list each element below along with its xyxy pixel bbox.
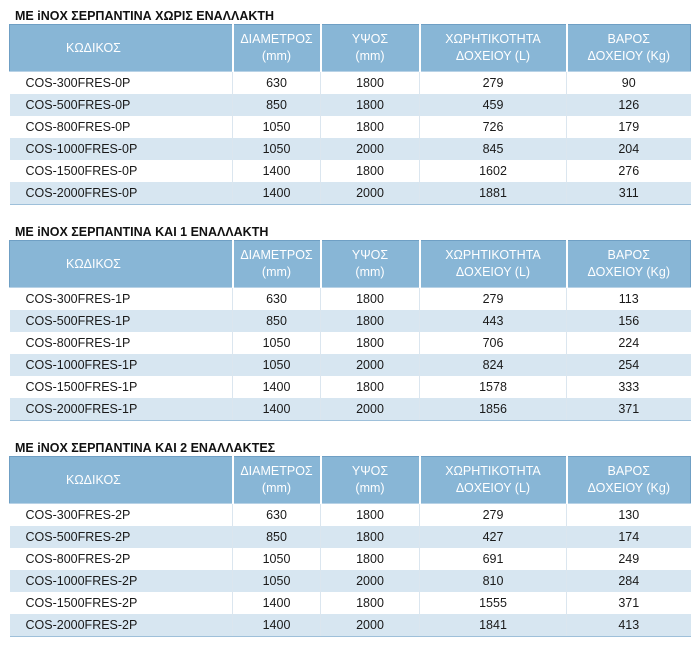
cell-capacity: 1578 <box>420 376 567 398</box>
cell-diameter: 1050 <box>233 548 321 570</box>
cell-code: COS-500FRES-0P <box>10 94 233 116</box>
cell-capacity: 1555 <box>420 592 567 614</box>
cell-weight: 179 <box>567 116 691 138</box>
cell-height: 1800 <box>321 310 420 332</box>
cell-diameter: 630 <box>233 72 321 95</box>
header-diameter: ΔΙΑΜΕΤΡΟΣ (mm) <box>233 25 321 72</box>
section-title: ΜΕ iNOX ΣΕΡΠΑΝΤΙΝΑ ΚΑΙ 1 ΕΝΑΛΛΑΚΤΗ <box>15 225 269 239</box>
cell-diameter: 1400 <box>233 160 321 182</box>
cell-capacity: 1881 <box>420 182 567 205</box>
cell-weight: 156 <box>567 310 691 332</box>
table-row <box>10 138 691 160</box>
header-code: ΚΩΔΙΚΟΣ <box>10 457 233 504</box>
header-height: ΥΨΟΣ (mm) <box>321 25 420 72</box>
spec-table <box>9 240 691 421</box>
cell-code: COS-2000FRES-1P <box>10 398 233 421</box>
cell-capacity: 279 <box>420 504 567 527</box>
cell-code: COS-300FRES-0P <box>10 72 233 95</box>
header-diameter: ΔΙΑΜΕΤΡΟΣ (mm) <box>233 241 321 288</box>
cell-capacity: 1856 <box>420 398 567 421</box>
section-no-exchanger <box>0 8 691 205</box>
cell-diameter: 630 <box>233 504 321 527</box>
cell-code: COS-1000FRES-1P <box>10 354 233 376</box>
cell-weight: 130 <box>567 504 691 527</box>
cell-weight: 90 <box>567 72 691 95</box>
cell-diameter: 850 <box>233 526 321 548</box>
cell-diameter: 1050 <box>233 570 321 592</box>
cell-capacity: 1602 <box>420 160 567 182</box>
table-row <box>10 160 691 182</box>
cell-capacity: 810 <box>420 570 567 592</box>
cell-height: 1800 <box>321 332 420 354</box>
cell-diameter: 850 <box>233 94 321 116</box>
cell-code: COS-500FRES-2P <box>10 526 233 548</box>
cell-capacity: 459 <box>420 94 567 116</box>
cell-height: 1800 <box>321 526 420 548</box>
table-row <box>10 570 691 592</box>
cell-capacity: 726 <box>420 116 567 138</box>
cell-capacity: 443 <box>420 310 567 332</box>
cell-height: 2000 <box>321 354 420 376</box>
spec-table <box>9 24 691 205</box>
cell-capacity: 706 <box>420 332 567 354</box>
cell-code: COS-1500FRES-2P <box>10 592 233 614</box>
cell-weight: 413 <box>567 614 691 637</box>
header-capacity: ΧΩΡΗΤΙΚΟΤΗΤΑ ΔΟΧΕΙΟΥ (L) <box>420 241 567 288</box>
table-row <box>10 376 691 398</box>
cell-code: COS-800FRES-1P <box>10 332 233 354</box>
cell-height: 1800 <box>321 160 420 182</box>
cell-weight: 333 <box>567 376 691 398</box>
cell-weight: 371 <box>567 592 691 614</box>
header-capacity: ΧΩΡΗΤΙΚΟΤΗΤΑ ΔΟΧΕΙΟΥ (L) <box>420 457 567 504</box>
cell-weight: 284 <box>567 570 691 592</box>
cell-height: 1800 <box>321 94 420 116</box>
cell-diameter: 630 <box>233 288 321 311</box>
header-row <box>10 457 691 504</box>
cell-height: 2000 <box>321 182 420 205</box>
cell-height: 1800 <box>321 376 420 398</box>
cell-code: COS-1500FRES-1P <box>10 376 233 398</box>
table-row <box>10 354 691 376</box>
table-row <box>10 182 691 205</box>
cell-height: 1800 <box>321 504 420 527</box>
cell-diameter: 1400 <box>233 614 321 637</box>
cell-code: COS-2000FRES-2P <box>10 614 233 637</box>
cell-capacity: 691 <box>420 548 567 570</box>
cell-height: 2000 <box>321 614 420 637</box>
table-row <box>10 398 691 421</box>
table-row <box>10 310 691 332</box>
spec-table <box>9 456 691 637</box>
cell-diameter: 1400 <box>233 592 321 614</box>
cell-diameter: 1400 <box>233 376 321 398</box>
header-weight: ΒΑΡΟΣ ΔΟΧΕΙΟΥ (Kg) <box>567 241 691 288</box>
cell-capacity: 279 <box>420 288 567 311</box>
cell-code: COS-500FRES-1P <box>10 310 233 332</box>
cell-diameter: 1050 <box>233 332 321 354</box>
cell-capacity: 1841 <box>420 614 567 637</box>
cell-code: COS-800FRES-2P <box>10 548 233 570</box>
table-row <box>10 94 691 116</box>
cell-code: COS-800FRES-0P <box>10 116 233 138</box>
cell-weight: 224 <box>567 332 691 354</box>
cell-weight: 254 <box>567 354 691 376</box>
table-row <box>10 592 691 614</box>
cell-height: 2000 <box>321 398 420 421</box>
header-weight: ΒΑΡΟΣ ΔΟΧΕΙΟΥ (Kg) <box>567 25 691 72</box>
section-title: ΜΕ iNOX ΣΕΡΠΑΝΤΙΝΑ ΧΩΡΙΣ ΕΝΑΛΛΑΚΤΗ <box>15 9 275 23</box>
cell-code: COS-1000FRES-2P <box>10 570 233 592</box>
header-height: ΥΨΟΣ (mm) <box>321 457 420 504</box>
cell-code: COS-300FRES-1P <box>10 288 233 311</box>
header-row <box>10 241 691 288</box>
cell-diameter: 1050 <box>233 116 321 138</box>
cell-height: 2000 <box>321 570 420 592</box>
cell-diameter: 1400 <box>233 398 321 421</box>
header-code: ΚΩΔΙΚΟΣ <box>10 241 233 288</box>
section-two-exchangers <box>0 440 691 637</box>
cell-weight: 371 <box>567 398 691 421</box>
header-row <box>10 25 691 72</box>
cell-weight: 204 <box>567 138 691 160</box>
header-weight: ΒΑΡΟΣ ΔΟΧΕΙΟΥ (Kg) <box>567 457 691 504</box>
cell-height: 1800 <box>321 548 420 570</box>
table-row <box>10 332 691 354</box>
cell-diameter: 850 <box>233 310 321 332</box>
cell-diameter: 1050 <box>233 354 321 376</box>
section-one-exchanger <box>0 224 691 421</box>
cell-diameter: 1050 <box>233 138 321 160</box>
header-diameter: ΔΙΑΜΕΤΡΟΣ (mm) <box>233 457 321 504</box>
header-capacity: ΧΩΡΗΤΙΚΟΤΗΤΑ ΔΟΧΕΙΟΥ (L) <box>420 25 567 72</box>
cell-weight: 126 <box>567 94 691 116</box>
header-height: ΥΨΟΣ (mm) <box>321 241 420 288</box>
cell-weight: 113 <box>567 288 691 311</box>
cell-code: COS-300FRES-2P <box>10 504 233 527</box>
cell-height: 1800 <box>321 116 420 138</box>
cell-height: 1800 <box>321 592 420 614</box>
cell-weight: 249 <box>567 548 691 570</box>
table-row <box>10 116 691 138</box>
cell-capacity: 279 <box>420 72 567 95</box>
table-row <box>10 548 691 570</box>
table-row <box>10 72 691 95</box>
cell-height: 1800 <box>321 72 420 95</box>
cell-weight: 276 <box>567 160 691 182</box>
cell-code: COS-1000FRES-0P <box>10 138 233 160</box>
cell-capacity: 824 <box>420 354 567 376</box>
cell-height: 1800 <box>321 288 420 311</box>
cell-weight: 174 <box>567 526 691 548</box>
section-title: ΜΕ iNOX ΣΕΡΠΑΝΤΙΝΑ ΚΑΙ 2 ΕΝΑΛΛΑΚΤΕΣ <box>15 441 276 455</box>
cell-code: COS-1500FRES-0P <box>10 160 233 182</box>
cell-code: COS-2000FRES-0P <box>10 182 233 205</box>
table-row <box>10 614 691 637</box>
cell-diameter: 1400 <box>233 182 321 205</box>
cell-height: 2000 <box>321 138 420 160</box>
table-row <box>10 526 691 548</box>
cell-capacity: 845 <box>420 138 567 160</box>
header-code: ΚΩΔΙΚΟΣ <box>10 25 233 72</box>
cell-weight: 311 <box>567 182 691 205</box>
table-row <box>10 288 691 311</box>
table-row <box>10 504 691 527</box>
cell-capacity: 427 <box>420 526 567 548</box>
